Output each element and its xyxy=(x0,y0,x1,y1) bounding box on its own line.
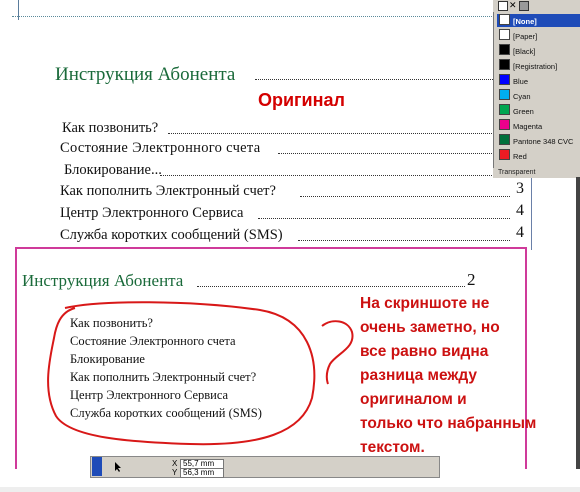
swatch-color-icon xyxy=(499,149,510,160)
toc-bottom-item: Состояние Электронного счета xyxy=(70,334,236,348)
swatch-label: [Black] xyxy=(513,47,536,56)
bottom-border xyxy=(0,487,580,492)
red-ellipse-outline xyxy=(48,302,314,444)
stroke-icon[interactable] xyxy=(519,1,529,11)
swatches-footer[interactable]: Transparent xyxy=(493,168,580,178)
swatch-label: Cyan xyxy=(513,92,531,101)
swatch-color-icon xyxy=(499,74,510,85)
swatch-red[interactable] xyxy=(497,149,580,162)
toc-page-number: 4 xyxy=(516,224,524,241)
toc-page-number: 3 xyxy=(516,180,524,197)
swatch-magenta[interactable] xyxy=(497,119,580,132)
swatch-color-icon xyxy=(499,29,510,40)
toc-page-number: 4 xyxy=(516,202,524,219)
swatch-blue[interactable] xyxy=(497,74,580,87)
toc-leader xyxy=(160,175,518,176)
annotation-line: только что набранным xyxy=(360,415,537,432)
x-position-field[interactable]: 55,7 mm xyxy=(180,459,224,469)
toc-top-item: Состояние Электронного счета xyxy=(60,140,261,156)
swatch-label: Pantone 348 CVC xyxy=(513,137,574,146)
swatch-color-icon xyxy=(499,119,510,130)
toc-top-item: Блокирование... xyxy=(64,162,162,178)
red-annotation-drawing xyxy=(40,298,370,458)
toc-leader xyxy=(258,218,510,219)
toc-bottom-title: Инструкция Абонента xyxy=(22,271,184,290)
toc-bottom-title-leader xyxy=(197,286,465,287)
toc-bottom-page-number: 2 xyxy=(467,270,476,289)
swatches-toolbar xyxy=(493,0,580,12)
toc-top-item: Служба коротких сообщений (SMS) xyxy=(60,227,283,243)
annotation-line: разница между xyxy=(360,367,478,384)
toc-bottom-item: Как пополнить Электронный счет? xyxy=(70,370,257,384)
swatch-label: [Registration] xyxy=(513,62,558,71)
x-label: X xyxy=(172,459,178,468)
annotation-line: очень заметно, но xyxy=(360,319,500,336)
swatch-black[interactable] xyxy=(497,44,580,57)
annotation-line: На скриншоте не xyxy=(360,295,490,312)
toc-top-item: Центр Электронного Сервиса xyxy=(60,205,244,221)
swatch-color-icon xyxy=(499,14,510,25)
y-position-field[interactable]: 56,3 mm xyxy=(180,468,224,478)
toc-leader xyxy=(168,133,518,134)
swatch-registration[interactable] xyxy=(497,59,580,72)
fill-icon[interactable] xyxy=(498,1,508,11)
swatch-none[interactable] xyxy=(497,14,580,27)
swatch-label: Green xyxy=(513,107,534,116)
toc-top-item: Как пополнить Электронный счет? xyxy=(60,183,276,199)
toc-leader xyxy=(278,153,518,154)
annotation-text xyxy=(360,292,580,460)
top-dotted-rule xyxy=(12,16,532,17)
toc-top-title-leader xyxy=(255,79,495,80)
annotation-line: текстом. xyxy=(360,439,425,456)
palette-title-bar[interactable] xyxy=(92,457,102,476)
left-guide-line xyxy=(18,0,19,20)
swatch-color-icon xyxy=(499,59,510,70)
original-label: Оригинал xyxy=(258,90,345,110)
swatch-label: [None] xyxy=(513,17,537,26)
toc-top-title: Инструкция Абонента xyxy=(55,64,236,85)
swatch-green[interactable] xyxy=(497,104,580,117)
swatch-color-icon xyxy=(499,44,510,55)
swatch-cyan[interactable] xyxy=(497,89,580,102)
swatch-label: Blue xyxy=(513,77,529,86)
toc-bottom-item: Служба коротких сообщений (SMS) xyxy=(70,406,262,420)
annotation-line: оригиналом и xyxy=(360,391,467,408)
toc-bottom-item: Как позвонить? xyxy=(70,316,153,330)
swatch-color-icon xyxy=(499,134,510,145)
toc-leader xyxy=(300,196,510,197)
arrow-cursor-icon xyxy=(114,461,124,473)
toc-top-item: Как позвонить? xyxy=(62,120,159,136)
swatch-label: [Paper] xyxy=(513,32,538,41)
swatch-color-icon xyxy=(499,104,510,115)
swatch-pantone-348[interactable] xyxy=(497,134,580,147)
swatch-paper[interactable] xyxy=(497,29,580,42)
none-x-icon[interactable]: ✕ xyxy=(509,0,517,10)
swatch-label: Red xyxy=(513,152,527,161)
swatch-label: Magenta xyxy=(513,122,543,131)
toc-bottom-item: Центр Электронного Сервиса xyxy=(70,388,229,402)
annotation-line: все равно видна xyxy=(360,343,489,360)
right-window-edge xyxy=(576,177,580,469)
swatch-color-icon xyxy=(499,89,510,100)
red-question-mark xyxy=(322,321,353,384)
measurements-palette xyxy=(90,456,440,478)
y-label: Y xyxy=(172,468,178,477)
toc-leader xyxy=(298,240,510,241)
toc-bottom-item: Блокирование xyxy=(70,352,145,366)
